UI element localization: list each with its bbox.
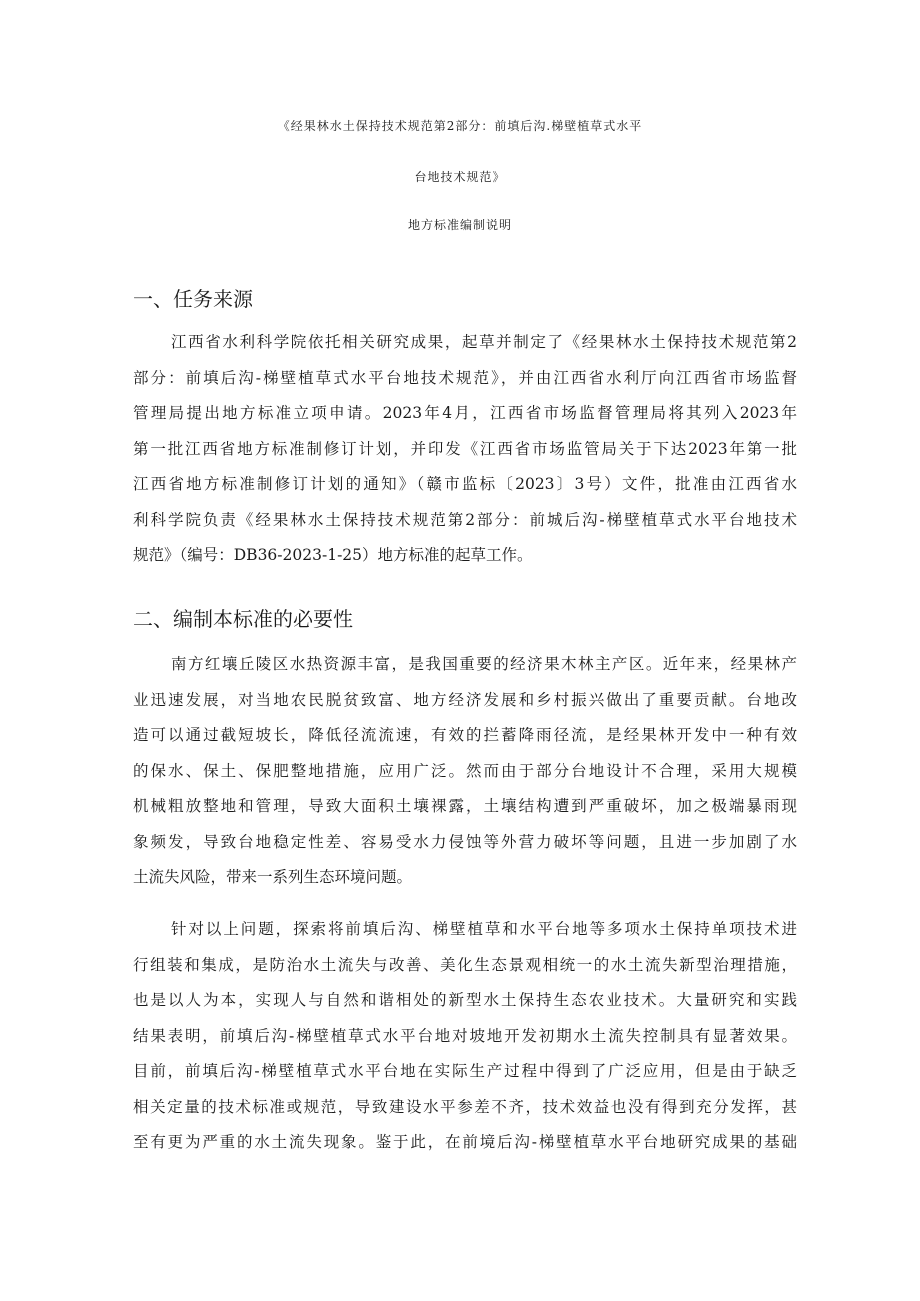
document-title-line-2: 台地技术规范》 bbox=[414, 170, 506, 184]
paragraph-line: 相关定量的技术标准或规范，导致建设水平参差不齐，技术效益也没有得到充分发挥，甚 bbox=[133, 1097, 797, 1116]
paragraph-line: 南方红壤丘陵区水热资源丰富，是我国重要的经济果木林主产区。近年来，经果林产 bbox=[171, 655, 797, 673]
paragraph-task-source bbox=[133, 325, 797, 574]
paragraph-necessity-2 bbox=[133, 912, 797, 1161]
paragraph-line: 象频发，导致台地稳定性差、容易受水力侵蚀等外营力破坏等问题，且进一步加剧了水 bbox=[133, 832, 797, 851]
document-subtitle: 地方标准编制说明 bbox=[407, 218, 512, 232]
paragraph-line: 目前，前填后沟-梯壁植草式水平台地在实际生产过程中得到了广泛应用，但是由于缺乏 bbox=[133, 1062, 797, 1080]
paragraph-line: 江西省水利科学院依托相关研究成果，起草并制定了《经果林水土保持技术规范第2 bbox=[171, 333, 797, 351]
paragraph-line: 至有更为严重的水土流失现象。鉴于此，在前境后沟-梯壁植草水平台地研究成果的基础 bbox=[133, 1133, 797, 1151]
paragraph-line: 针对以上问题，探索将前填后沟、梯壁植草和水平台地等多项水土保持单项技术进 bbox=[171, 920, 797, 938]
paragraph-line: 的保水、保土、保肥整地措施，应用广泛。然而由于部分台地设计不合理，采用大规模 bbox=[133, 761, 797, 780]
paragraph-line: 管理局提出地方标准立项申请。2023年4月，江西省市场监督管理局将其列入2023年 bbox=[133, 404, 797, 422]
document-title-line-1: 《经果林水土保持技术规范第2部分：前填后沟.梯壁植草式水平 bbox=[277, 119, 643, 133]
section-heading-task-source: 一、任务来源 bbox=[133, 287, 253, 311]
paragraph-line: 结果表明，前填后沟-梯壁植草式水平台地对坡地开发初期水土流失控制具有显著效果。 bbox=[133, 1026, 797, 1045]
section-heading-necessity: 二、编制本标准的必要性 bbox=[133, 607, 353, 631]
paragraph-line: 江西省地方标准制修订计划的通知》（赣市监标〔2023〕3号）文件，批准由江西省水 bbox=[133, 475, 797, 493]
paragraph-line: 规范》（编号：DB36-2023-1-25）地方标准的起草工作。 bbox=[133, 546, 533, 564]
paragraph-line: 利科学院负责《经果林水土保持技术规范第2部分：前城后沟-梯壁植草式水平台地技术 bbox=[133, 510, 797, 529]
paragraph-line: 行组装和集成，是防治水土流失与改善、美化生态景观相统一的水土流失新型治理措施， bbox=[133, 955, 797, 974]
paragraph-line: 第一批江西省地方标准制修订计划，并印发《江西省市场监管局关于下达2023年第一批 bbox=[133, 439, 797, 458]
paragraph-line: 部分：前填后沟-梯壁植草式水平台地技术规范》，并由江西省水利厅向江西省市场监督 bbox=[133, 368, 797, 387]
paragraph-line: 也是以人为本，实现人与自然和谐相处的新型水土保持生态农业技术。大量研究和实践 bbox=[133, 991, 797, 1009]
paragraph-necessity-1 bbox=[133, 647, 797, 896]
paragraph-line: 造可以通过截短坡长，降低径流流速，有效的拦蓄降雨径流，是经果林开发中一种有效 bbox=[133, 726, 797, 744]
paragraph-line: 机械粗放整地和管理，导致大面积土壤裸露，土壤结构遭到严重破坏，加之极端暴雨现 bbox=[133, 797, 797, 815]
paragraph-line: 土流失风险，带来一系列生态环境问题。 bbox=[133, 868, 413, 886]
paragraph-line: 业迅速发展，对当地农民脱贫致富、地方经济发展和乡村振兴做出了重要贡献。台地改 bbox=[133, 690, 797, 709]
